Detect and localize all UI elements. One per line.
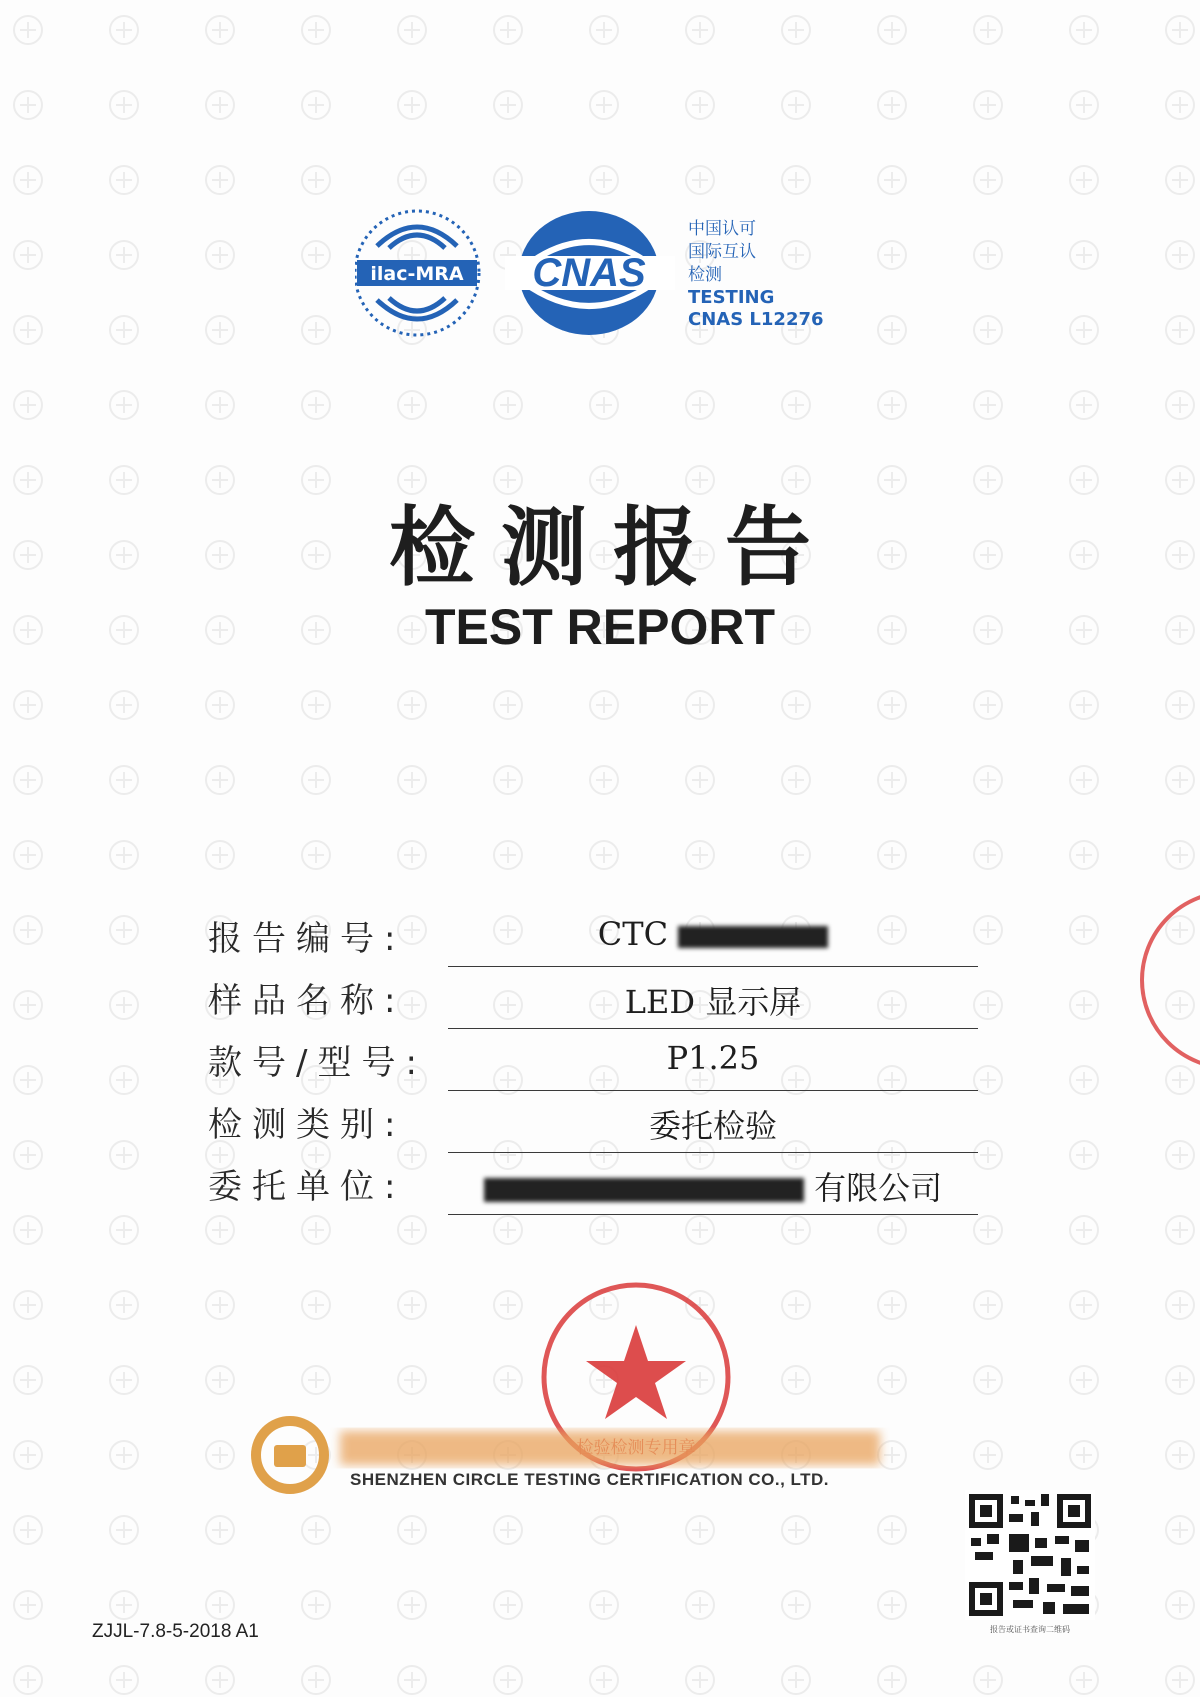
qr-code[interactable] xyxy=(965,1490,1095,1620)
field-underline xyxy=(448,1028,978,1030)
accreditation-line-1: 中国认可 xyxy=(688,219,756,239)
page-title-en: TEST REPORT xyxy=(424,599,776,655)
field-label: 样品名称: xyxy=(208,981,406,1021)
client-value: 有限公司 xyxy=(814,1169,943,1207)
field-underline xyxy=(448,1152,978,1154)
form-code: ZJJL-7.8-5-2018 A1 xyxy=(92,1621,259,1642)
field-underline xyxy=(448,1090,978,1092)
redacted-block xyxy=(484,1178,804,1202)
report-number-value: CTC xyxy=(597,915,669,953)
model-value: P1.25 xyxy=(666,1039,760,1077)
cnas-logo xyxy=(505,211,675,335)
company-name-en: SHENZHEN CIRCLE TESTING CERTIFICATION CO., LTD. xyxy=(350,1470,830,1489)
field-test-category xyxy=(208,1093,978,1153)
field-underline xyxy=(448,966,978,968)
ilac-mra-logo xyxy=(355,211,479,335)
field-model xyxy=(208,1031,978,1091)
side-seal-fragment xyxy=(1130,880,1200,1080)
seal-star-icon xyxy=(586,1325,686,1419)
field-value xyxy=(448,1163,978,1209)
field-label: 款号/型号: xyxy=(208,1043,427,1083)
qr-caption: 报告或证书查询二维码 xyxy=(990,1625,1070,1634)
field-underline xyxy=(448,1214,978,1216)
field-value xyxy=(448,915,978,953)
accreditation-line-3: 检测 xyxy=(688,265,722,285)
field-client xyxy=(208,1155,978,1215)
accreditation-text xyxy=(688,218,824,331)
page-title-cn: 检测报告 xyxy=(389,498,837,598)
test-category-value: 委托检验 xyxy=(648,1107,777,1145)
cnas-logo-text: CNAS xyxy=(532,251,646,295)
accreditation-line-2: 国际互认 xyxy=(688,242,756,262)
field-label: 检测类别: xyxy=(208,1105,406,1145)
field-report-number xyxy=(208,907,978,967)
field-label: 报告编号: xyxy=(208,919,406,959)
ilac-logo-text: ilac-MRA xyxy=(370,263,464,285)
accreditation-testing: TESTING xyxy=(688,287,775,308)
redacted-block xyxy=(678,926,828,948)
sample-name-value: LED 显示屏 xyxy=(624,983,802,1021)
accreditation-number: CNAS L12276 xyxy=(688,309,824,330)
field-sample-name xyxy=(208,969,978,1029)
field-label: 委托单位: xyxy=(208,1167,406,1207)
